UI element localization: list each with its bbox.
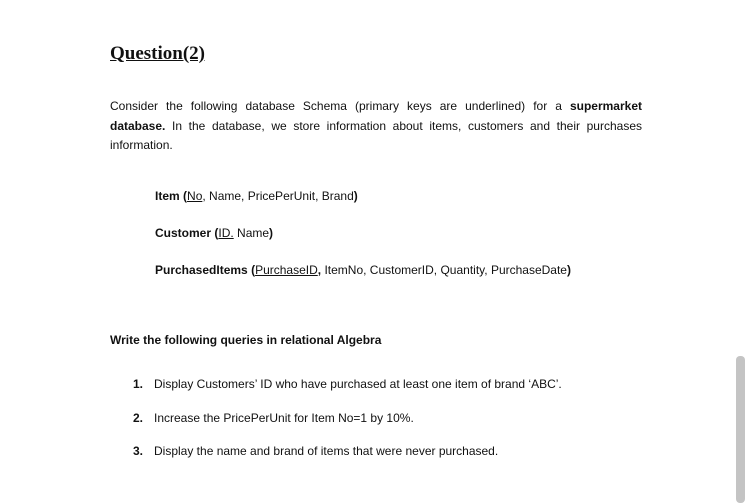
list-item	[133, 411, 562, 445]
intro-text-end: In the database, we store information about items, customers and their purchases information.	[110, 118, 642, 152]
schema-relation-name: PurchasedItems	[155, 263, 248, 277]
query-text: Display the name and brand of items that were never purchased.	[154, 444, 499, 458]
schema-purchased-items: PurchasedItems (PurchaseID, ItemNo, CustomerID, Quantity, PurchaseDate)	[155, 263, 571, 277]
query-number: 1.	[133, 377, 144, 391]
intro-bold-text: supermarket database.	[110, 99, 642, 133]
schema-primary-key: ID.	[218, 226, 234, 240]
list-item	[133, 377, 562, 411]
schema-primary-key: PurchaseID	[255, 263, 318, 277]
schema-primary-key: No	[187, 189, 203, 203]
intro-paragraph	[110, 97, 642, 156]
query-number: 2.	[133, 410, 144, 425]
queries-list	[133, 377, 562, 478]
queries-heading: Write the following queries in relational Algebra	[110, 333, 382, 347]
schema-separator: ,	[317, 263, 322, 277]
schema-attributes: , Name, PricePerUnit, Brand	[202, 189, 354, 203]
schema-attributes: Name	[233, 226, 270, 240]
intro-text-start: Consider the following database Schema (primary keys are underlined) for a	[110, 99, 570, 113]
page-title: Question(2)	[110, 43, 205, 64]
query-text: Display Customers’ ID who have purchased at least one item of brand ‘ABC’.	[154, 377, 562, 391]
schema-customer: Customer (ID. Name)	[155, 226, 274, 240]
query-text: Increase the PricePerUnit for Item No=1 by 10%.	[154, 410, 414, 425]
list-item	[133, 444, 562, 478]
schema-item: Item (No, Name, PricePerUnit, Brand)	[155, 189, 358, 203]
query-number: 3.	[133, 444, 144, 458]
schema-relation-name: Customer	[155, 226, 212, 240]
schema-attributes: ItemNo, CustomerID, Quantity, PurchaseDate	[321, 263, 567, 277]
vertical-scrollbar[interactable]	[736, 356, 745, 503]
schema-relation-name: Item	[155, 189, 180, 203]
